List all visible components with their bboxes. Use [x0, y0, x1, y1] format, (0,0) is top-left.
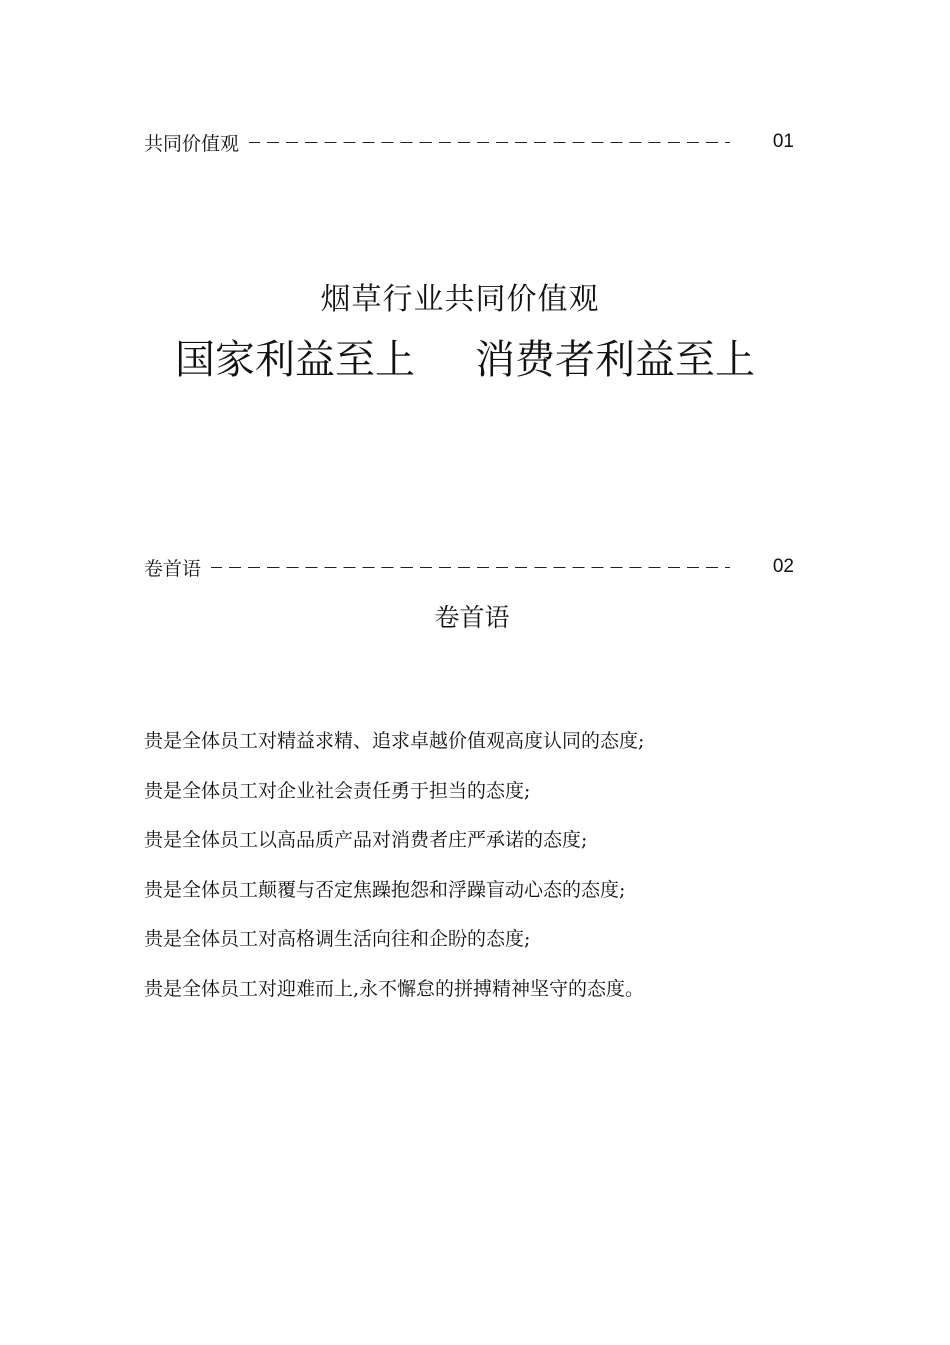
preface-line: 贵是全体员工对企业社会责任勇于担当的态度; — [144, 779, 531, 802]
section-heading: 卷首语 — [434, 603, 510, 632]
document-main-title — [0, 328, 930, 385]
document-subtitle: 烟草行业共同价值观 — [320, 282, 600, 317]
toc-entry-values — [144, 128, 794, 156]
main-title-right: 消费者利益至上 — [475, 337, 755, 383]
toc-page-number: 02 — [772, 556, 794, 577]
toc-dash-leader — [211, 567, 730, 568]
toc-entry-preface — [144, 553, 794, 581]
preface-line: 贵是全体员工对精益求精、追求卓越价值观高度认同的态度; — [144, 730, 645, 752]
preface-line: 贵是全体员工颠覆与否定焦躁抱怨和浮躁盲动心态的态度; — [144, 878, 626, 901]
preface-line: 贵是全体员工对迎难而上,永不懈怠的拼搏精神坚守的态度。 — [144, 977, 645, 1000]
preface-line: 贵是全体员工以高品质产品对消费者庄严承诺的态度; — [144, 829, 588, 852]
toc-entry-label: 卷首语 — [144, 557, 202, 580]
main-title-left: 国家利益至上 — [175, 337, 415, 383]
toc-dash-leader — [249, 142, 730, 143]
preface-line: 贵是全体员工对高格调生活向往和企盼的态度; — [144, 928, 531, 951]
preface-text — [144, 728, 844, 1026]
toc-entry-label: 共同价值观 — [144, 132, 240, 155]
toc-page-number: 01 — [772, 131, 794, 152]
